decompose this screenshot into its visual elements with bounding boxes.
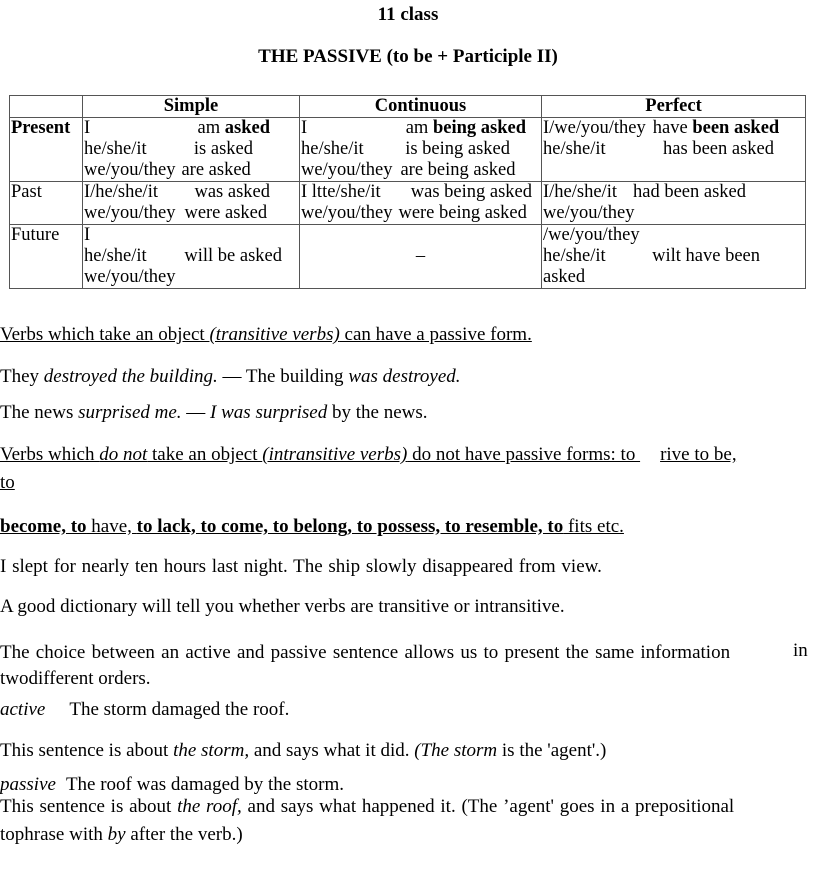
form: were asked	[184, 203, 268, 223]
tense-label: Present	[10, 118, 83, 182]
cell-perfect	[542, 118, 806, 182]
subject: I	[301, 118, 308, 138]
cell-simple	[83, 118, 300, 182]
subject: he/she/it	[543, 139, 606, 159]
subject: we/you/they	[84, 203, 176, 223]
subject: he/she/it	[84, 246, 147, 266]
dash: –	[415, 246, 426, 266]
choice-paragraph-in: in	[793, 640, 808, 661]
form: were being asked	[398, 203, 527, 223]
subject: I/we/you/they	[543, 118, 646, 138]
paragraph-intransitive-cont: to	[0, 472, 15, 493]
table-header-row	[10, 96, 806, 118]
cell-simple	[83, 225, 300, 289]
example-intransitive: I slept for nearly ten hours last night. The ship slowly disappeared from view.	[0, 556, 602, 577]
table-row	[10, 182, 806, 225]
subject: I/he/she/it	[543, 182, 617, 202]
subject: I ltte/she/it	[301, 182, 381, 202]
form: has been asked	[663, 139, 774, 159]
active-example: active The storm damaged the roof.	[0, 699, 290, 720]
form: was being asked	[410, 182, 532, 202]
subject: I/he/she/it	[84, 182, 158, 202]
subject: we/you/they	[84, 267, 176, 287]
form: is being asked	[405, 139, 510, 159]
page-subtitle: THE PASSIVE (to be + Participle II)	[258, 46, 558, 67]
choice-paragraph-cont: twodifferent orders.	[0, 668, 151, 689]
form: was asked	[194, 182, 270, 202]
cell-continuous	[300, 118, 542, 182]
header-perfect: Perfect	[542, 96, 806, 118]
tense-label: Past	[10, 182, 83, 225]
subject: /we/you/they	[543, 225, 640, 245]
cell-perfect	[542, 225, 806, 289]
subject: we/you/they	[84, 160, 176, 180]
subject: he/she/it	[543, 246, 606, 266]
form: are being asked	[400, 160, 516, 180]
table-row	[10, 118, 806, 182]
subject: he/she/it	[84, 139, 147, 159]
cell-continuous	[300, 225, 542, 289]
example-destroyed: They destroyed the building. — The building was destroyed.	[0, 366, 461, 387]
subject: we/you/they	[301, 203, 393, 223]
form: are asked	[181, 160, 251, 180]
header-empty	[10, 96, 83, 118]
paragraph-intransitive: Verbs which do not take an object (intransitive verbs) do not have passive forms: to rive to be,	[0, 444, 737, 465]
active-explanation: This sentence is about the storm, and says what it did. (The storm is the 'agent'.)	[0, 740, 607, 761]
form: am being asked	[405, 118, 526, 138]
subject: we/you/they	[543, 203, 635, 223]
example-surprised: The news surprised me. — I was surprised by the news.	[0, 402, 428, 423]
passive-table	[9, 95, 806, 289]
form: had been asked	[632, 182, 746, 202]
cell-simple	[83, 182, 300, 225]
passive-example: passive The roof was damaged by the storm.	[0, 774, 344, 795]
form: am asked	[197, 118, 270, 138]
paragraph-transitive: Verbs which take an object (transitive verbs) can have a passive form.	[0, 324, 532, 345]
dictionary-note: A good dictionary will tell you whether verbs are transitive or intransitive.	[0, 596, 565, 617]
form: will be asked	[184, 246, 282, 266]
form-continuation: asked	[543, 267, 586, 287]
subject: I	[84, 118, 91, 138]
form: wilt have been	[652, 246, 760, 266]
header-continuous: Continuous	[300, 96, 542, 118]
choice-paragraph: The choice between an active and passive sentence allows us to present the same information	[0, 642, 731, 663]
form: is asked	[193, 139, 253, 159]
subject: we/you/they	[301, 160, 393, 180]
intransitive-verb-list: become, to have, to lack, to come, to belong, to possess, to resemble, to fits etc.	[0, 516, 624, 537]
cell-continuous	[300, 182, 542, 225]
header-simple: Simple	[83, 96, 300, 118]
passive-explanation-cont: tophrase with by after the verb.)	[0, 824, 243, 845]
cell-perfect	[542, 182, 806, 225]
table-row	[10, 225, 806, 289]
subject: I	[84, 225, 91, 245]
passive-explanation: This sentence is about the roof, and says what happened it. (The ’agent' goes in a prepositional	[0, 796, 735, 817]
form: have been asked	[652, 118, 780, 138]
tense-label: Future	[10, 225, 83, 289]
page-title: 11 class	[377, 4, 439, 25]
subject: he/she/it	[301, 139, 364, 159]
